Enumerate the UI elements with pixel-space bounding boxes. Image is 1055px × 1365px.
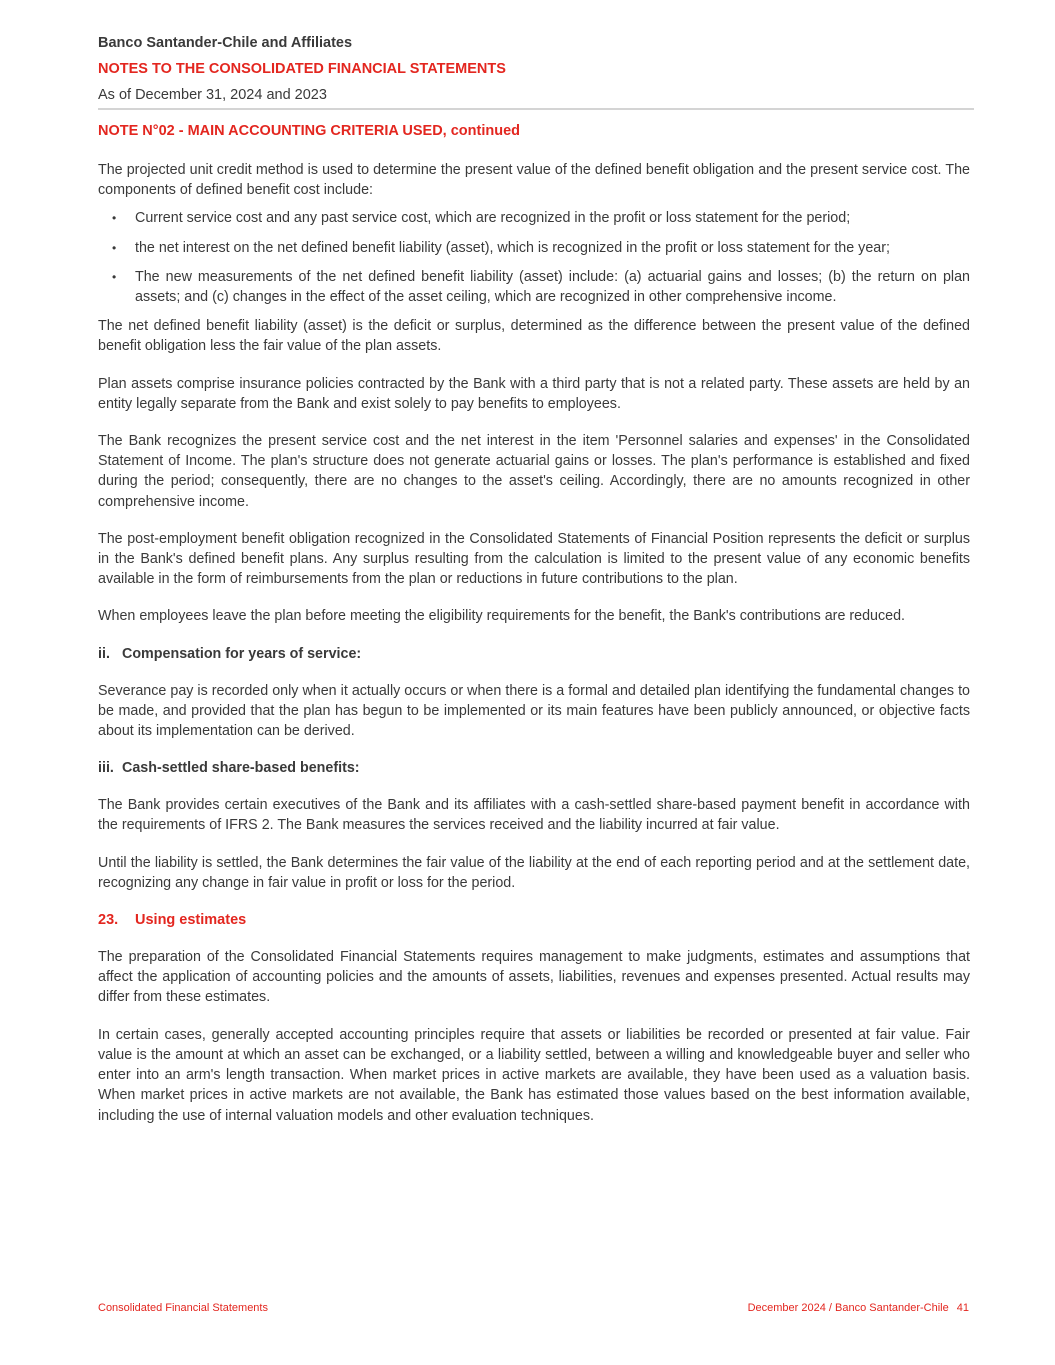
paragraph: The preparation of the Consolidated Financial Statements requires management to make judgments, estimates and assumptions that affect the application of accounting policies and the amounts of assets, liabilities, revenues and expenses presented. Actual results may differ from these estimates. — [98, 949, 970, 1006]
subsection-title: Compensation for years of service: — [122, 645, 362, 662]
paragraph: Plan assets comprise insurance policies contracted by the Bank with a third party that is not a related party. These assets are held by an entity legally separate from the Bank and exist solely to pay benefits to employees. — [98, 375, 970, 412]
paragraph: The net defined benefit liability (asset) is the deficit or surplus, determined as the difference between the present value of the defined benefit obligation less the fair value of the plan assets. — [98, 318, 970, 355]
section-title: Using estimates — [135, 912, 247, 929]
paragraph: The Bank recognizes the present service cost and the net interest in the item 'Personnel salaries and expenses' in the Consolidated Statement of Income. The plan's structure does not generate actuarial gains or losses. The plan's performance is established and fixed during the period; consequently, there are no changes to the asset's ceiling. Accordingly, there are no amounts recognized in other comprehensive income. — [98, 433, 970, 510]
bullet-icon: • — [112, 211, 117, 226]
footer-left: Consolidated Financial Statements — [98, 1302, 268, 1314]
bullet-icon: • — [112, 240, 117, 255]
paragraph: When employees leave the plan before meeting the eligibility requirements for the benefit, the Bank's contributions are reduced. — [98, 608, 905, 625]
bullet-list — [98, 208, 970, 307]
paragraph: The post-employment benefit obligation recognized in the Consolidated Statements of Financial Position represents the deficit or surplus in the Bank's defined benefit plans. Any surplus resulting from the calculation is limited to the present value of any economic benefits available in the form of reimbursements from the plan or reductions in future contributions to the plan. — [98, 530, 970, 588]
paragraph: In certain cases, generally accepted accounting principles require that assets or liabilities be recorded or presented at fair value. Fair value is the amount at which an asset can be exchanged, or a liability settled, between a willing and knowledgeable buyer and seller who enter into an arm's length transaction. When market prices in active markets are available, they have been used as a valuation basis. When market prices in active markets are not available, the Bank has estimated those values based on the best information available, including the use of internal valuation models and other evaluation techniques. — [98, 1026, 970, 1124]
subsection-heading-ii — [98, 644, 970, 664]
list-item: • the net interest on the net defined benefit liability (asset), which is recognized in the profit or loss statement for the year; — [98, 238, 970, 258]
section-heading-23 — [98, 910, 970, 930]
list-item: • Current service cost and any past service cost, which are recognized in the profit or loss statement for the period; — [98, 208, 970, 228]
subsection-title: Cash-settled share-based benefits: — [122, 760, 360, 777]
paragraph: The Bank provides certain executives of the Bank and its affiliates with a cash-settled share-based payment benefit in accordance with the requirements of IFRS 2. The Bank measures the services received and the liability incurred at fair value. — [98, 797, 970, 834]
section-number: 23. — [98, 912, 119, 929]
subsection-number: ii. — [98, 645, 110, 662]
bullet-icon: • — [112, 269, 117, 284]
subsection-number: iii. — [98, 760, 114, 777]
paragraph: The projected unit credit method is used to determine the present value of the defined benefit obligation and the present service cost. The components of defined benefit cost include: — [98, 162, 970, 199]
page-number: 41 — [956, 1302, 969, 1314]
footer-right — [748, 1302, 969, 1314]
document-page — [98, 34, 970, 1126]
date-line: As of December 31, 2024 and 2023 — [98, 87, 327, 103]
header-divider — [98, 108, 974, 110]
note-heading: NOTE N°02 - MAIN ACCOUNTING CRITERIA USED, continued — [98, 123, 521, 139]
notes-title: NOTES TO THE CONSOLIDATED FINANCIAL STATEMENTS — [98, 61, 506, 77]
subsection-heading-iii — [98, 758, 970, 778]
paragraph: Until the liability is settled, the Bank determines the fair value of the liability at the end of each reporting period and at the settlement date, recognizing any change in fair value in profit or loss for the period. — [98, 854, 970, 891]
list-item: • The new measurements of the net defined benefit liability (asset) include: (a) actuarial gains and losses; (b) the return on plan assets; and (c) changes in the effect of the asset ceiling, which are recognized in other comprehensive income. — [112, 268, 970, 306]
footer-source: December 2024 / Banco Santander-Chile — [747, 1302, 949, 1314]
paragraph: Severance pay is recorded only when it actually occurs or when there is a formal and detailed plan identifying the fundamental changes to be made, and provided that the plan has begun to be implemented or its main features have been publicly announced, or objective facts about its implementation can be derived. — [98, 682, 970, 740]
company-name: Banco Santander-Chile and Affiliates — [98, 35, 353, 51]
